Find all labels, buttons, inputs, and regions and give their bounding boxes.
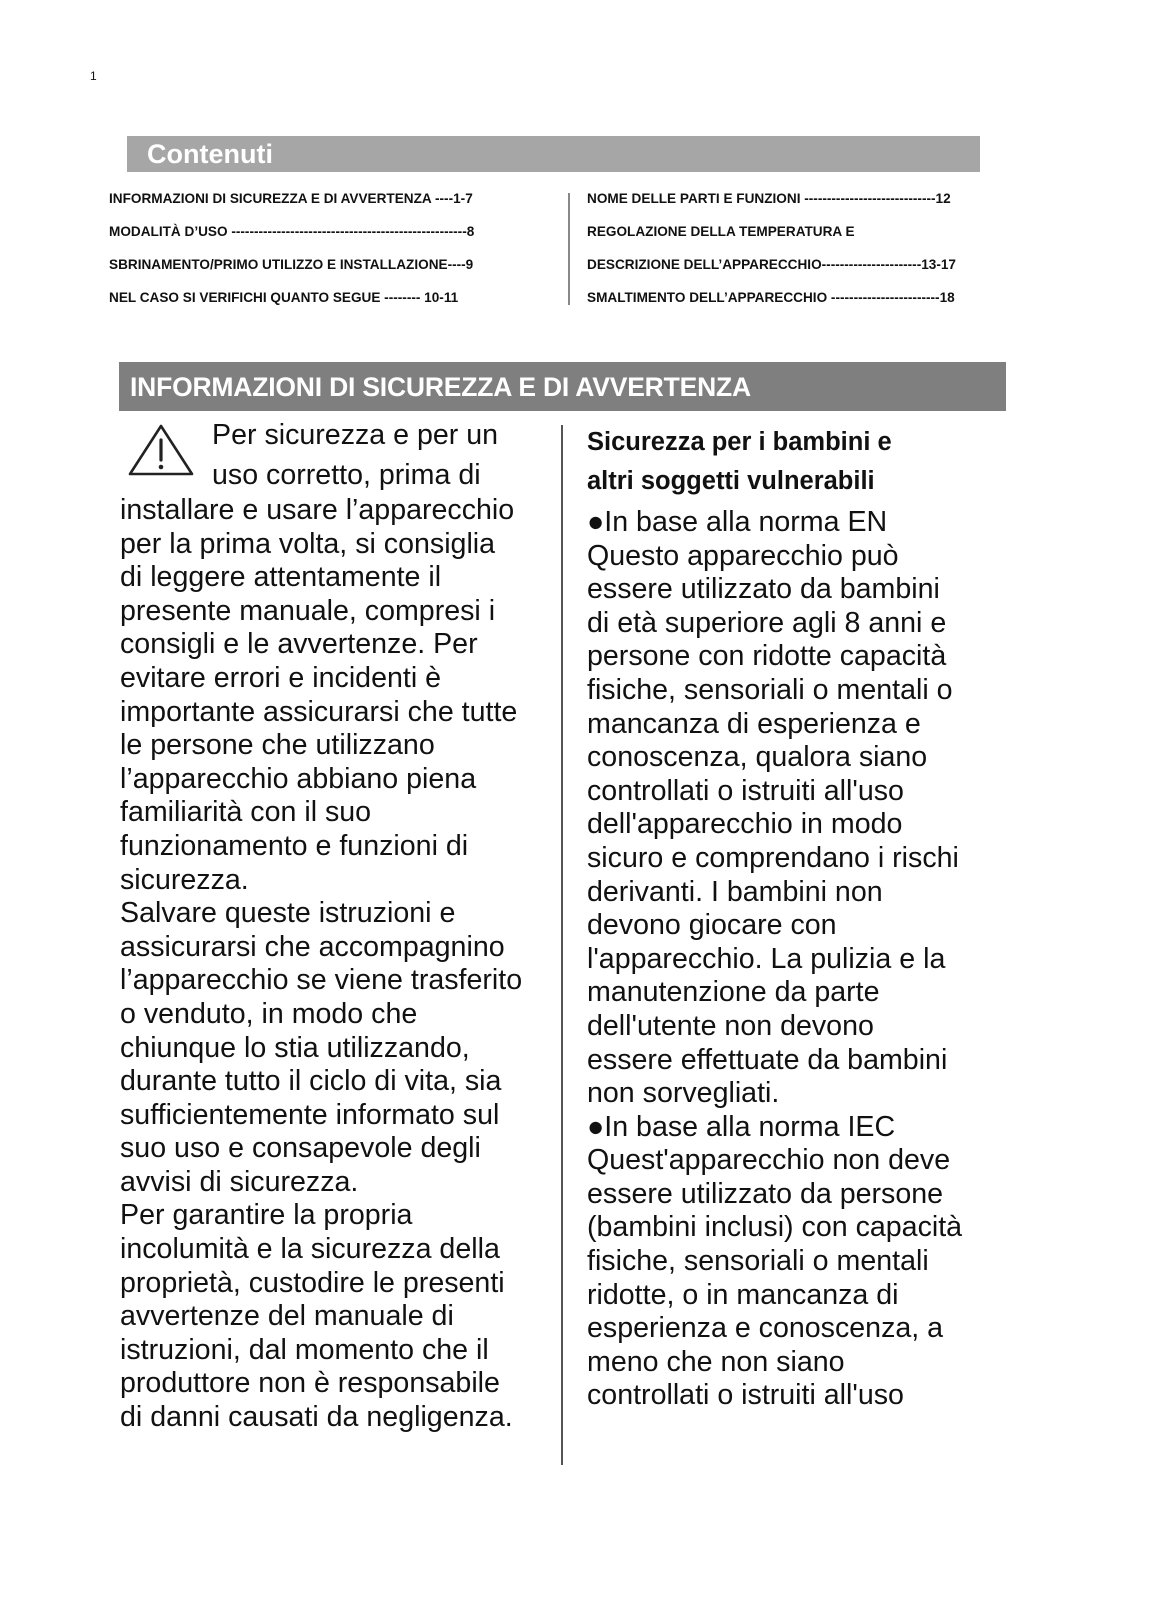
text-line: presente manuale, compresi i <box>120 594 496 627</box>
text-line: produttore non è responsabile <box>120 1367 500 1400</box>
text-line: derivanti. I bambini non <box>587 875 883 908</box>
text-line: esperienza e conoscenza, a <box>587 1312 944 1345</box>
toc-divider <box>568 193 570 305</box>
text-line: incolumità e la sicurezza della <box>120 1233 500 1266</box>
text-line: per la prima volta, si consiglia <box>120 527 496 560</box>
text-line: funzionamento e funzioni di <box>120 829 469 862</box>
text-line: dell'utente non devono <box>587 1009 874 1042</box>
left-column-text <box>120 494 522 1435</box>
text-line: persone con ridotte capacità <box>587 640 947 673</box>
text-line: avvisi di sicurezza. <box>120 1165 359 1198</box>
text-line: sufficientemente informato sul <box>120 1098 500 1131</box>
text-line: consigli e le avvertenze. Per <box>120 628 478 661</box>
toc-right-column <box>587 190 956 322</box>
toc-entry[interactable]: REGOLAZIONE DELLA TEMPERATURA E <box>587 224 855 239</box>
text-line: chiunque lo stia utilizzando, <box>120 1031 470 1064</box>
toc-entry[interactable]: INFORMAZIONI DI SICUREZZA E DI AVVERTENZA ----1-7 <box>109 191 473 206</box>
toc-left-column <box>109 190 474 322</box>
text-line: devono giocare con <box>587 909 837 942</box>
text-line: ●In base alla norma IEC <box>587 1110 896 1143</box>
text-line: sicurezza. <box>120 863 249 896</box>
heading-line: Sicurezza per i bambini e <box>587 428 892 456</box>
toc-entry[interactable]: NOME DELLE PARTI E FUNZIONI -----------------------------12 <box>587 191 951 206</box>
text-line: (bambini inclusi) con capacità <box>587 1211 963 1244</box>
section-title-banner <box>119 362 1006 411</box>
text-line: evitare errori e incidenti è <box>120 661 442 694</box>
text-line: ●In base alla norma EN <box>587 506 888 538</box>
text-line: l'apparecchio. La pulizia e la <box>587 942 946 975</box>
text-line: Salvare queste istruzioni e <box>120 897 456 930</box>
text-line: istruzioni, dal momento che il <box>120 1333 489 1366</box>
children-safety-heading <box>587 428 892 496</box>
text-line: installare e usare l’apparecchio <box>120 494 515 526</box>
text-line: dell'apparecchio in modo <box>587 808 903 841</box>
text-line: l’apparecchio se viene trasferito <box>120 964 523 997</box>
column-divider <box>561 425 563 1465</box>
text-line: di leggere attentamente il <box>120 561 442 594</box>
text-line: familiarità con il suo <box>120 796 372 829</box>
warning-triangle-icon <box>127 423 195 477</box>
toc-entry[interactable]: SBRINAMENTO/PRIMO UTILIZZO E INSTALLAZIONE----9 <box>109 257 474 272</box>
right-column-text <box>587 506 962 1413</box>
text-line: essere utilizzato da bambini <box>587 573 940 606</box>
text-line: di danni causati da negligenza. <box>120 1401 513 1434</box>
text-line: sicuro e comprendano i rischi <box>587 841 959 874</box>
text-line: meno che non siano <box>587 1345 845 1378</box>
text-line: controllati o istruiti all'uso <box>587 1379 904 1412</box>
text-line: l’apparecchio abbiano piena <box>120 762 477 795</box>
text-line: controllati o istruiti all'uso <box>587 774 904 807</box>
text-line: Quest'apparecchio non deve <box>587 1144 951 1177</box>
text-line: non sorvegliati. <box>587 1077 780 1110</box>
text-line: ridotte, o in mancanza di <box>587 1278 899 1311</box>
text-line: suo uso e consapevole degli <box>120 1132 481 1165</box>
text-line: importante assicurarsi che tutte <box>120 695 518 728</box>
toc-entry[interactable]: MODALITÀ D’USO ----------------------------------------------------8 <box>109 224 475 239</box>
text-line: essere effettuate da bambini <box>587 1043 948 1076</box>
heading-line: altri soggetti vulnerabili <box>587 467 875 495</box>
toc-title: Contenuti <box>147 139 273 169</box>
page-number: 1 <box>90 69 97 83</box>
text-line: le persone che utilizzano <box>120 729 435 762</box>
text-line: avvertenze del manuale di <box>120 1300 454 1333</box>
text-line: conoscenza, qualora siano <box>587 741 928 774</box>
text-line: Questo apparecchio può <box>587 539 899 572</box>
section-title: INFORMAZIONI DI SICUREZZA E DI AVVERTENZA <box>130 372 751 402</box>
text-line: Per sicurezza e per un <box>212 419 499 451</box>
toc-entry[interactable]: DESCRIZIONE DELL’APPARECCHIO----------------------13-17 <box>587 257 956 272</box>
toc-entry[interactable]: SMALTIMENTO DELL’APPARECCHIO ------------------------18 <box>587 290 955 305</box>
text-line: essere utilizzato da persone <box>587 1177 944 1210</box>
text-line: mancanza di esperienza e <box>587 707 921 740</box>
text-line: o venduto, in modo che <box>120 997 418 1030</box>
text-line: assicurarsi che accompagnino <box>120 930 505 963</box>
intro-text <box>212 419 498 492</box>
text-line: proprietà, custodire le presenti <box>120 1266 505 1299</box>
text-line: fisiche, sensoriali o mentali o <box>587 673 953 706</box>
text-line: di età superiore agli 8 anni e <box>587 606 947 639</box>
text-line: fisiche, sensoriali o mentali <box>587 1245 929 1278</box>
text-line: uso corretto, prima di <box>212 458 481 491</box>
toc-title-banner <box>127 136 980 172</box>
text-line: Per garantire la propria <box>120 1199 413 1232</box>
toc-entry[interactable]: NEL CASO SI VERIFICHI QUANTO SEGUE -------- 10-11 <box>109 290 459 305</box>
text-line: durante tutto il ciclo di vita, sia <box>120 1065 502 1098</box>
text-line: manutenzione da parte <box>587 976 880 1009</box>
